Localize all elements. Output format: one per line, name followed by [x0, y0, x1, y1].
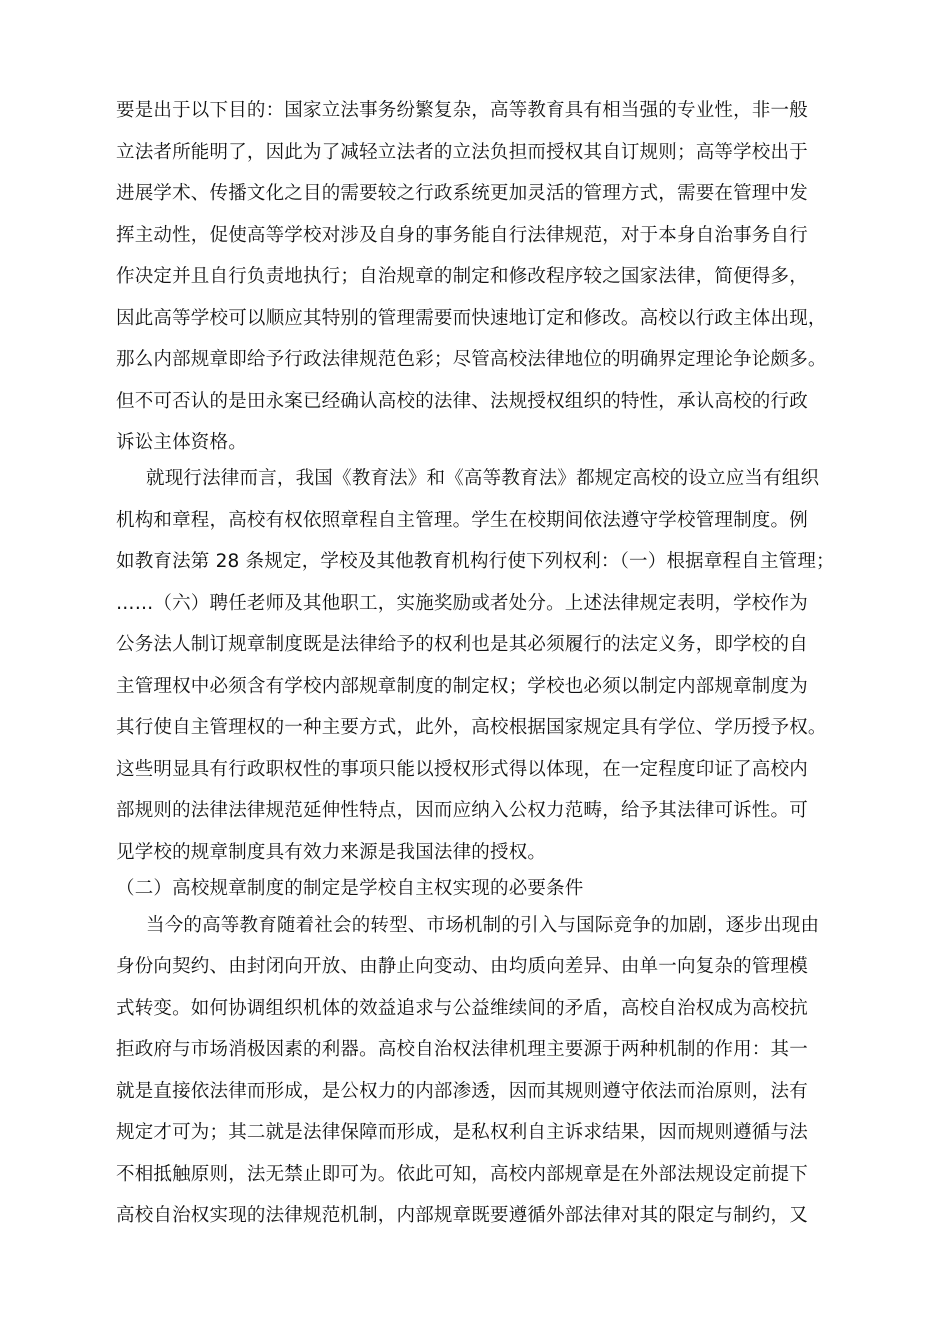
text-line: 部规则的法律法律规范延伸性特点，因而应纳入公权力范畴，给予其法律可诉性。可	[116, 800, 808, 821]
text-line: 机构和章程，高校有权依照章程自主管理。学生在校期间依法遵守学校管理制度。例	[116, 510, 808, 531]
text-line: 公务法人制订规章制度既是法律给予的权利也是其必须履行的法定义务，即学校的自	[116, 634, 808, 655]
text-line: 高校自治权实现的法律规范机制，内部规章既要遵循外部法律对其的限定与制约，又	[116, 1205, 808, 1226]
text-line: 因此高等学校可以顺应其特别的管理需要而快速地订定和修改。高校以行政主体出现，	[116, 308, 827, 329]
text-line: 主管理权中必须含有学校内部规章制度的制定权；学校也必须以制定内部规章制度为	[116, 676, 808, 697]
text-line: 进展学术、传播文化之目的需要较之行政系统更加灵活的管理方式，需要在管理中发	[116, 183, 808, 204]
text-line: 诉讼主体资格。	[116, 432, 247, 453]
text-line: 要是出于以下目的：国家立法事务纷繁复杂，高等教育具有相当强的专业性，非一般	[116, 100, 808, 121]
text-line: 作决定并且自行负责地执行；自治规章的制定和修改程序较之国家法律，简便得多，	[116, 266, 808, 287]
text-line: 这些明显具有行政职权性的事项只能以授权形式得以体现，在一定程度印证了高校内	[116, 759, 808, 780]
section-heading: （二）高校规章制度的制定是学校自主权实现的必要条件	[116, 878, 584, 899]
text-line: 规定才可为；其二就是法律保障而形成，是私权利自主诉求结果，因而规则遵循与法	[116, 1122, 808, 1143]
text-line: 那么内部规章即给予行政法律规范色彩；尽管高校法律地位的明确界定理论争论颇多。	[116, 349, 827, 370]
text-line: 拒政府与市场消极因素的利器。高校自治权法律机理主要源于两种机制的作用：其一	[116, 1039, 808, 1060]
text-line: 身份向契约、由封闭向开放、由静止向变动、由均质向差异、由单一向复杂的管理模	[116, 956, 808, 977]
paragraph-first-line: 当今的高等教育随着社会的转型、市场机制的引入与国际竞争的加剧，逐步出现由	[146, 915, 820, 936]
text-line: 见学校的规章制度具有效力来源是我国法律的授权。	[116, 842, 547, 863]
text-line: 不相抵触原则，法无禁止即可为。依此可知，高校内部规章是在外部法规设定前提下	[116, 1164, 808, 1185]
text-line: 如教育法第 28 条规定，学校及其他教育机构行使下列权利：（一）根据章程自主管理；	[116, 551, 835, 572]
text-line: 但不可否认的是田永案已经确认高校的法律、法规授权组织的特性，承认高校的行政	[116, 391, 808, 412]
text-line: 其行使自主管理权的一种主要方式，此外，高校根据国家规定具有学位、学历授予权。	[116, 717, 827, 738]
text-line: 就是直接依法律而形成，是公权力的内部渗透，因而其规则遵守依法而治原则，法有	[116, 1081, 808, 1102]
text-line: 立法者所能明了，因此为了减轻立法者的立法负担而授权其自订规则；高等学校出于	[116, 142, 808, 163]
text-line: 式转变。如何协调组织机体的效益追求与公益维续间的矛盾，高校自治权成为高校抗	[116, 998, 808, 1019]
text-line: 挥主动性，促使高等学校对涉及自身的事务能自行法律规范，对于本身自治事务自行	[116, 225, 808, 246]
paragraph-first-line: 就现行法律而言，我国《教育法》和《高等教育法》都规定高校的设立应当有组织	[146, 468, 820, 489]
text-line: ……（六）聘任老师及其他职工，实施奖励或者处分。上述法律规定表明，学校作为	[116, 593, 808, 614]
